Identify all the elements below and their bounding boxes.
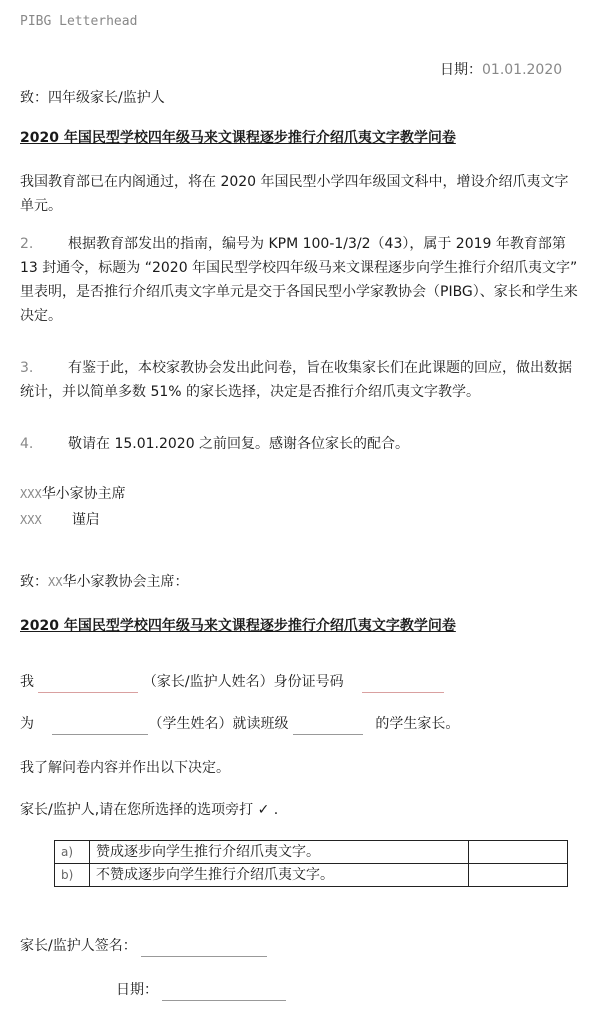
- paragraph-number: 2.: [20, 236, 34, 252]
- paragraph-1: [20, 170, 580, 218]
- option-row-a: [55, 841, 568, 864]
- paragraph-text: 敬请在 15.01.2020 之前回复。感谢各位家长的配合。: [68, 436, 410, 452]
- options-table: [54, 840, 568, 887]
- date-value: 01.01.2020: [482, 62, 563, 78]
- option-b-checkbox[interactable]: [469, 864, 568, 887]
- paragraph-4: [20, 432, 580, 456]
- form-label-parent-of: 的学生家长。: [375, 716, 460, 732]
- signoff-prefix: XXX: [20, 487, 42, 501]
- form-label-student-name: （学生姓名）就读班级: [148, 716, 289, 732]
- instruction-line: 家长/监护人,请在您所选择的选项旁打 ✓ .: [20, 802, 279, 818]
- form-line-student: [20, 714, 459, 735]
- paragraph-3: [20, 356, 580, 404]
- letter-title: 2020 年国民型学校四年级马来文课程逐步推行介绍爪夷文字教学问卷: [20, 130, 456, 146]
- paragraph-text: 根据教育部发出的指南，编号为 KPM 100-1/3/2（43），属于 2019 年教育部第 13 封通令，标题为 “2020 年国民型学校四年级马来文课程逐步向学生推行介绍爪夷文字” 里表明，是否推行介绍爪夷文字单元是交于各国民型小学家教协会（PIBG）、家长和学生来决定。: [20, 236, 578, 324]
- guardian-name-field[interactable]: [38, 676, 138, 693]
- signature-field[interactable]: [141, 940, 267, 957]
- form-label-me: 我: [20, 674, 34, 690]
- form-addressee: [20, 572, 188, 593]
- signoff-line-2: [20, 510, 100, 531]
- form-date-label: 日期：: [116, 982, 158, 998]
- form-date-field[interactable]: [162, 984, 286, 1001]
- decision-line: 我了解问卷内容并作出以下决定。: [20, 760, 230, 776]
- addressee: 致：四年级家长/监护人: [20, 90, 165, 106]
- form-to-rest: 华小家教协会主席：: [62, 574, 189, 590]
- class-field[interactable]: [293, 718, 363, 735]
- form-to-prefix: 致：: [20, 574, 48, 590]
- date-line: [440, 60, 562, 81]
- paragraph-number: 4.: [20, 436, 34, 452]
- date-label: 日期：: [440, 62, 482, 78]
- option-row-b: [55, 864, 568, 887]
- form-label-guardian-name: （家长/监护人姓名）身份证号码: [142, 674, 344, 690]
- form-title: 2020 年国民型学校四年级马来文课程逐步推行介绍爪夷文字教学问卷: [20, 618, 456, 634]
- form-to-xx: XX: [48, 575, 63, 589]
- id-number-field[interactable]: [362, 676, 444, 693]
- signoff-line-1: [20, 484, 126, 505]
- option-a-checkbox[interactable]: [469, 841, 568, 864]
- form-label-for: 为: [20, 716, 34, 732]
- student-name-field[interactable]: [52, 718, 148, 735]
- paragraph-number: 3.: [20, 360, 34, 376]
- paragraph-text: 我国教育部已在内阁通过，将在 2020 年国民型小学四年级国文科中，增设介绍爪夷文字单元。: [20, 174, 569, 214]
- option-text: 不赞成逐步向学生推行介绍爪夷文字。: [90, 864, 469, 887]
- signoff-role: 华小家协主席: [41, 486, 126, 502]
- signoff-closing: 谨启: [71, 512, 100, 528]
- letterhead: PIBG Letterhead: [20, 14, 138, 29]
- signoff-prefix: XXX: [20, 513, 42, 527]
- option-text: 赞成逐步向学生推行介绍爪夷文字。: [90, 841, 469, 864]
- option-label: b): [55, 864, 90, 887]
- form-date-line: [116, 980, 286, 1001]
- paragraph-2: [20, 232, 580, 328]
- signature-line: [20, 936, 267, 957]
- signature-label: 家长/监护人签名：: [20, 938, 137, 954]
- form-line-guardian: [20, 672, 444, 693]
- option-label: a): [55, 841, 90, 864]
- paragraph-text: 有鉴于此，本校家教协会发出此问卷，旨在收集家长们在此课题的回应，做出数据统计，并以简单多数 51% 的家长选择，决定是否推行介绍爪夷文字教学。: [20, 360, 572, 400]
